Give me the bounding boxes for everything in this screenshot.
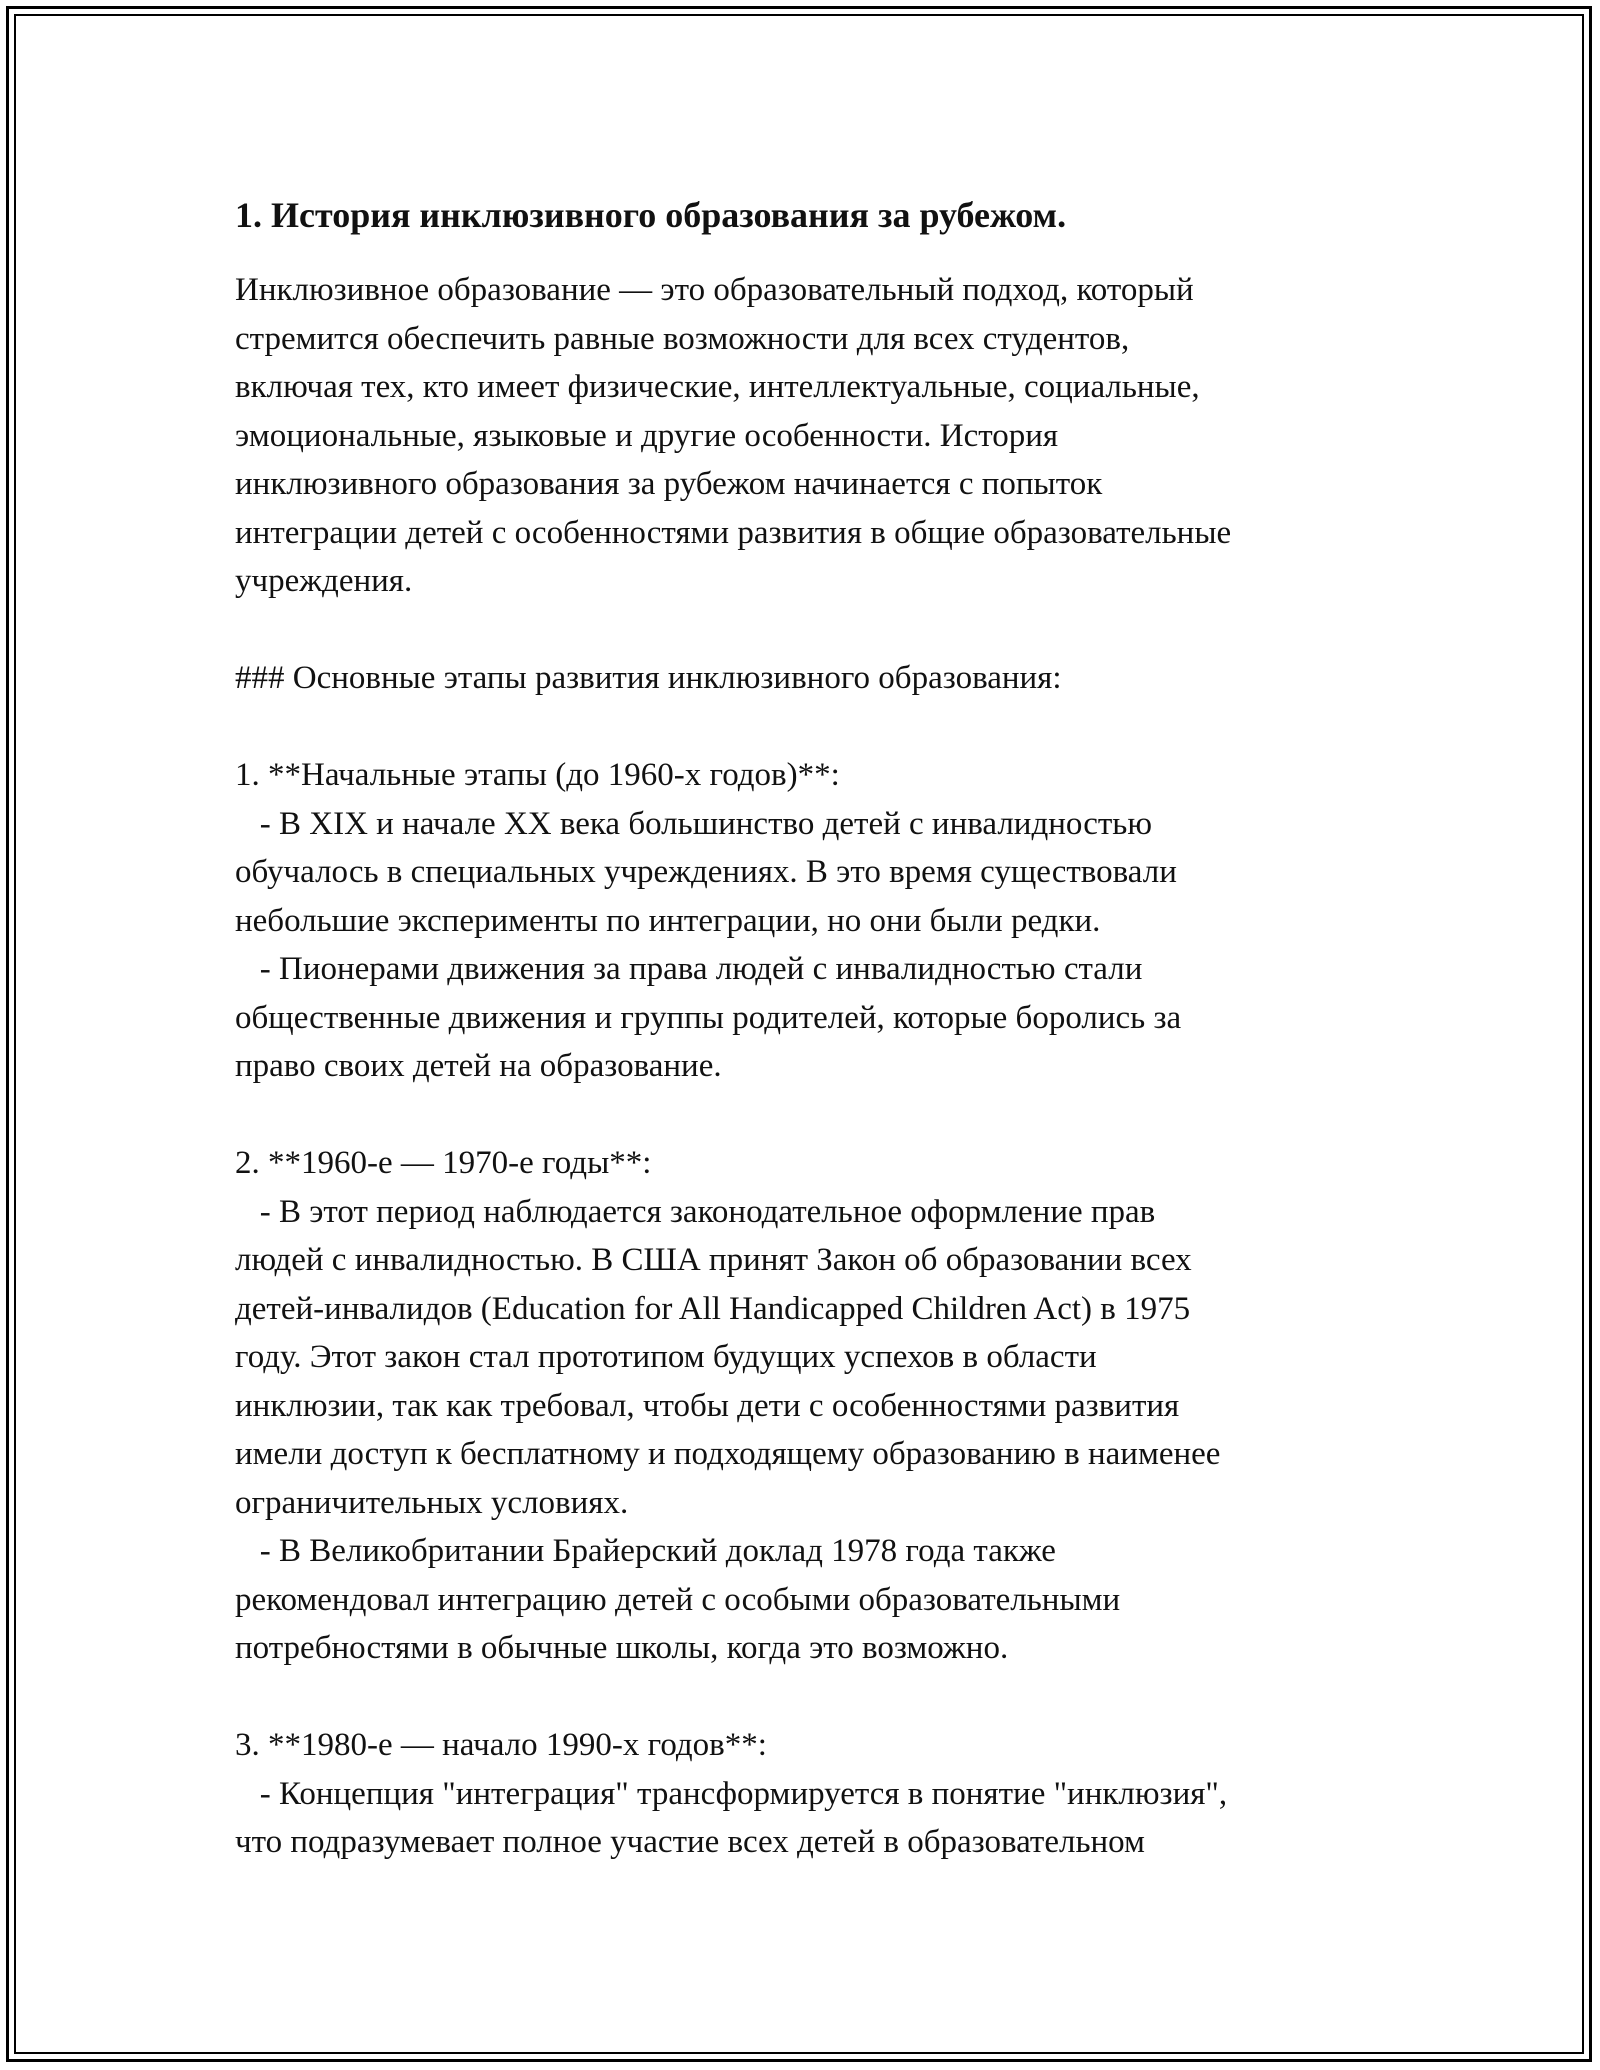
- intro-paragraph: Инклюзивное образование — это образовательный подход, который стремится обеспечить равные возможности для всех студентов, включая тех, кто имеет физические, интеллектуальные, социальные, эмоциональные, языковые и другие особенности. История инклюзивного образования за рубежом начинается с попыток интеграции детей с особенностями развития в общие образовательные учреждения.: [235, 272, 1232, 599]
- stage-point: - В Великобритании Брайерский доклад 1978 года также рекомендовал интеграцию детей с особыми образовательными потребностями в обычные школы, когда это возможно.: [235, 1533, 1121, 1666]
- stages-heading: ### Основные этапы развития инклюзивного образования:: [235, 660, 1062, 696]
- spacer: [235, 606, 1365, 655]
- stage-point: - Концепция "интеграция" трансформируется в понятие "инклюзия", что подразумевает полное участие всех детей в образовательном: [235, 1775, 1228, 1860]
- stage-title: 1. **Начальные этапы (до 1960-х годов)**:: [235, 757, 840, 793]
- spacer: [235, 1091, 1365, 1140]
- stage-point: - В этот период наблюдается законодательное оформление прав людей с инвалидностью. В США принят Закон об образовании всех детей-инвалидов (Education for All Handicapped Children Act) в 1975 году. Этот закон стал прототипом будущих успехов в области инклюзии, так как требовал, чтобы дети с особенностями развития имели доступ к бесплатному и подходящему образованию в наименее ограничительных условиях.: [235, 1193, 1221, 1521]
- stage-point: - В XIX и начале XX века большинство детей с инвалидностью обучалось в специальных учреждениях. В это время существовали небольшие эксперименты по интеграции, но они были редки.: [235, 805, 1177, 939]
- stage-point: - Пионерами движения за права людей с инвалидностью стали общественные движения и группы родителей, которые боролись за право своих детей на образование.: [235, 951, 1182, 1084]
- stage-title: 2. **1960-е — 1970-е годы**:: [235, 1145, 652, 1181]
- document-heading: 1. История инклюзивного образования за рубежом.: [235, 195, 1067, 235]
- stage-title: 3. **1980-е — начало 1990-х годов**:: [235, 1727, 767, 1763]
- spacer: [235, 1673, 1365, 1722]
- spacer: [235, 703, 1365, 752]
- document-body: [235, 190, 1365, 1867]
